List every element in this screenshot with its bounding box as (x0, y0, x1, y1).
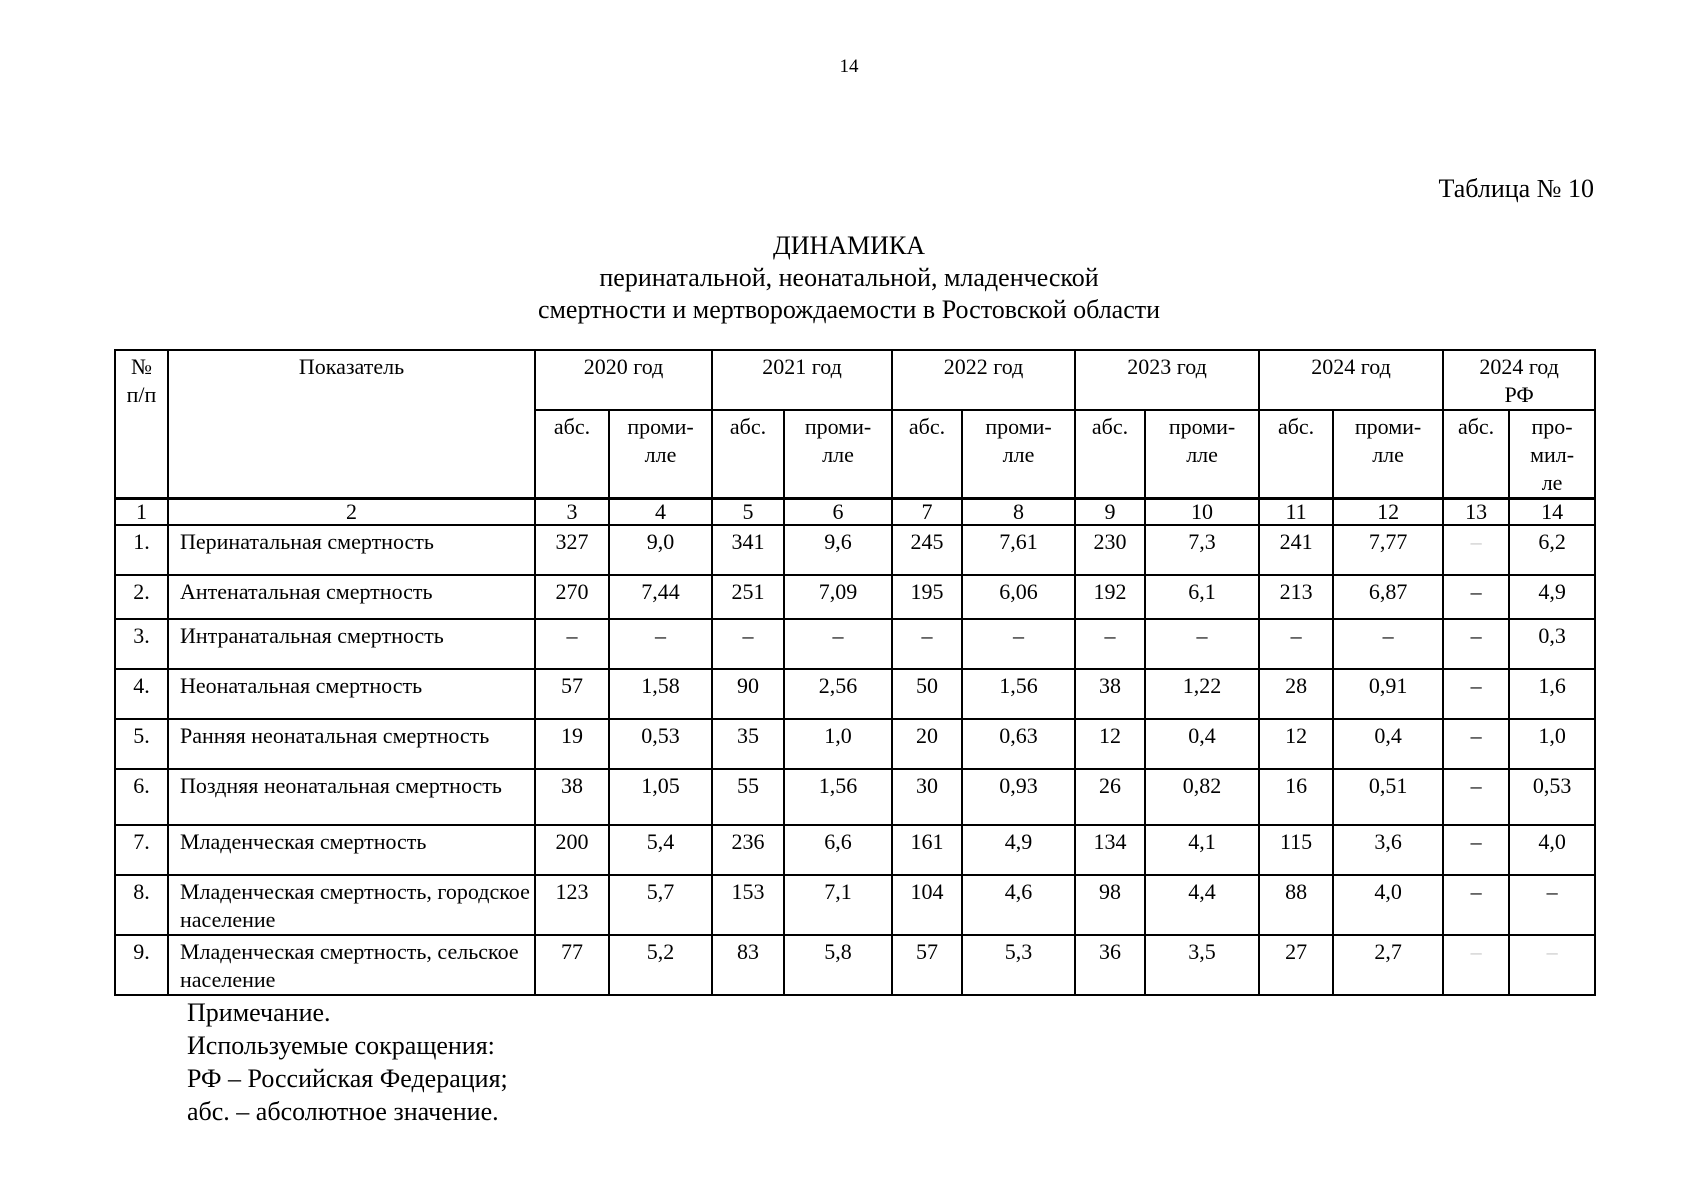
table-cell: 1,0 (784, 719, 892, 769)
table-cell: 251 (712, 575, 784, 619)
header-abs: абс. (1075, 410, 1145, 499)
column-number: 1 (115, 499, 168, 526)
table-cell: 90 (712, 669, 784, 719)
table-cell: 16 (1259, 769, 1333, 825)
table-cell: 0,63 (962, 719, 1075, 769)
table-cell: 236 (712, 825, 784, 875)
table-cell: 6,6 (784, 825, 892, 875)
table-cell: 200 (535, 825, 609, 875)
header-permille: про- мил- ле (1509, 410, 1595, 499)
header-year-2022: 2022 год (892, 350, 1075, 410)
table-cell: 5,8 (784, 935, 892, 995)
table-cell: – (1443, 875, 1509, 935)
header-indicator: Показатель (168, 350, 535, 499)
header-year-2024: 2024 год (1259, 350, 1443, 410)
header-abs: абс. (712, 410, 784, 499)
table-cell: – (1443, 525, 1509, 575)
table-cell: 30 (892, 769, 962, 825)
table-cell: – (962, 619, 1075, 669)
table-cell: 213 (1259, 575, 1333, 619)
table-cell: 5,2 (609, 935, 712, 995)
table-cell: – (1333, 619, 1443, 669)
table-cell: 7,61 (962, 525, 1075, 575)
indicator-name: Младенческая смертность (168, 825, 535, 875)
table-cell: 35 (712, 719, 784, 769)
table-cell: 4,0 (1509, 825, 1595, 875)
table-row (115, 769, 1595, 825)
table-cell: 3,6 (1333, 825, 1443, 875)
table-cell: 153 (712, 875, 784, 935)
indicator-name: Ранняя неонатальная смертность (168, 719, 535, 769)
table-cell: 134 (1075, 825, 1145, 875)
table-cell: 245 (892, 525, 962, 575)
row-number: 9. (115, 935, 168, 995)
table-cell: 5,7 (609, 875, 712, 935)
table-cell: 0,53 (609, 719, 712, 769)
column-number: 3 (535, 499, 609, 526)
note-title: Примечание. (187, 998, 331, 1027)
column-number: 14 (1509, 499, 1595, 526)
column-number: 7 (892, 499, 962, 526)
table-cell: 98 (1075, 875, 1145, 935)
table-cell: 341 (712, 525, 784, 575)
indicator-name: Младенческая смертность, городское население (168, 875, 535, 935)
table-cell: 1,22 (1145, 669, 1259, 719)
table-cell: 27 (1259, 935, 1333, 995)
table-cell: 230 (1075, 525, 1145, 575)
row-number: 1. (115, 525, 168, 575)
table-cell: 7,77 (1333, 525, 1443, 575)
table-cell: – (1443, 935, 1509, 995)
table-cell: 7,1 (784, 875, 892, 935)
table-row (115, 575, 1595, 619)
table-cell: 57 (892, 935, 962, 995)
table-cell: 9,0 (609, 525, 712, 575)
row-number: 6. (115, 769, 168, 825)
table-cell: 270 (535, 575, 609, 619)
page-number: 14 (839, 56, 859, 77)
table-cell: 2,7 (1333, 935, 1443, 995)
table-cell: 104 (892, 875, 962, 935)
table-row (115, 875, 1595, 935)
indicator-name: Перинатальная смертность (168, 525, 535, 575)
table-cell: 4,6 (962, 875, 1075, 935)
row-number: 7. (115, 825, 168, 875)
table-cell: 1,0 (1509, 719, 1595, 769)
note (187, 996, 508, 1128)
row-number: 5. (115, 719, 168, 769)
header-abs: абс. (892, 410, 962, 499)
table-cell: – (1509, 935, 1595, 995)
table-cell: – (1075, 619, 1145, 669)
table-cell: 241 (1259, 525, 1333, 575)
header-permille: проми- лле (962, 410, 1075, 499)
table-cell: 4,0 (1333, 875, 1443, 935)
table-cell: 88 (1259, 875, 1333, 935)
table-cell: 1,58 (609, 669, 712, 719)
table-cell: 4,9 (962, 825, 1075, 875)
header-permille: проми- лле (1145, 410, 1259, 499)
table-cell: 1,6 (1509, 669, 1595, 719)
table-cell: 4,4 (1145, 875, 1259, 935)
table-heading (0, 230, 1698, 326)
table-cell: 38 (1075, 669, 1145, 719)
table-cell: – (1259, 619, 1333, 669)
column-number: 10 (1145, 499, 1259, 526)
table-cell: – (784, 619, 892, 669)
table-row (115, 825, 1595, 875)
column-number: 8 (962, 499, 1075, 526)
table-cell: 6,87 (1333, 575, 1443, 619)
column-number: 12 (1333, 499, 1443, 526)
row-number: 2. (115, 575, 168, 619)
indicator-name: Интранатальная смертность (168, 619, 535, 669)
note-item: РФ – Российская Федерация; (187, 1064, 508, 1093)
table-cell: 77 (535, 935, 609, 995)
table-cell: 3,5 (1145, 935, 1259, 995)
row-number: 8. (115, 875, 168, 935)
indicator-name: Антенатальная смертность (168, 575, 535, 619)
table-cell: 26 (1075, 769, 1145, 825)
table-cell: 5,4 (609, 825, 712, 875)
table-cell: – (1443, 719, 1509, 769)
table-cell: 12 (1259, 719, 1333, 769)
header-num: № п/п (115, 350, 168, 499)
table-cell: 0,4 (1145, 719, 1259, 769)
table-row (115, 719, 1595, 769)
row-number: 3. (115, 619, 168, 669)
table-cell: 4,9 (1509, 575, 1595, 619)
table-cell: – (1443, 619, 1509, 669)
note-intro: Используемые сокращения: (187, 1031, 495, 1060)
header-permille: проми- лле (1333, 410, 1443, 499)
table-cell: – (1443, 575, 1509, 619)
table-cell: 36 (1075, 935, 1145, 995)
mortality-table (114, 349, 1596, 996)
column-number: 4 (609, 499, 712, 526)
column-number-row (115, 499, 1595, 526)
table-cell: 38 (535, 769, 609, 825)
table-row (115, 525, 1595, 575)
table-cell: 2,56 (784, 669, 892, 719)
header-year-2024-rf: 2024 год РФ (1443, 350, 1595, 410)
table-cell: 115 (1259, 825, 1333, 875)
column-number: 9 (1075, 499, 1145, 526)
column-number: 6 (784, 499, 892, 526)
table-cell: 12 (1075, 719, 1145, 769)
table-cell: 1,56 (784, 769, 892, 825)
table-cell: 50 (892, 669, 962, 719)
indicator-name: Неонатальная смертность (168, 669, 535, 719)
table-cell: 57 (535, 669, 609, 719)
table-cell: 28 (1259, 669, 1333, 719)
table-cell: 7,09 (784, 575, 892, 619)
table-cell: – (609, 619, 712, 669)
table-cell: – (712, 619, 784, 669)
table-cell: – (892, 619, 962, 669)
heading-line-3: смертности и мертворождаемости в Ростовской области (537, 295, 1161, 324)
table-cell: 0,3 (1509, 619, 1595, 669)
table-cell: 161 (892, 825, 962, 875)
table-cell: 6,1 (1145, 575, 1259, 619)
header-abs: абс. (1443, 410, 1509, 499)
table-cell: 0,93 (962, 769, 1075, 825)
table-cell: – (1145, 619, 1259, 669)
table-cell: 20 (892, 719, 962, 769)
table-cell: 0,53 (1509, 769, 1595, 825)
column-number: 5 (712, 499, 784, 526)
header-year-2021: 2021 год (712, 350, 892, 410)
header-abs: абс. (1259, 410, 1333, 499)
heading-line-1: ДИНАМИКА (772, 231, 926, 260)
table-cell: 0,4 (1333, 719, 1443, 769)
table-cell: 123 (535, 875, 609, 935)
table-cell: 6,06 (962, 575, 1075, 619)
table-cell: – (535, 619, 609, 669)
table-cell: 55 (712, 769, 784, 825)
table-cell: 1,05 (609, 769, 712, 825)
table-cell: 7,3 (1145, 525, 1259, 575)
table-row (115, 669, 1595, 719)
header-permille: проми- лле (609, 410, 712, 499)
header-abs: абс. (535, 410, 609, 499)
header-year-2020: 2020 год (535, 350, 712, 410)
table-cell: – (1509, 875, 1595, 935)
table-cell: 0,82 (1145, 769, 1259, 825)
indicator-name: Поздняя неонатальная смертность (168, 769, 535, 825)
table-cell: 5,3 (962, 935, 1075, 995)
table-cell: 9,6 (784, 525, 892, 575)
table-cell: 195 (892, 575, 962, 619)
table-cell: – (1443, 825, 1509, 875)
table-cell: 0,91 (1333, 669, 1443, 719)
heading-line-2: перинатальной, неонатальной, младенческой (599, 263, 1099, 292)
table-label: Таблица № 10 (1438, 174, 1594, 203)
table-cell: 1,56 (962, 669, 1075, 719)
table-cell: 83 (712, 935, 784, 995)
table-cell: 7,44 (609, 575, 712, 619)
row-number: 4. (115, 669, 168, 719)
header-row-years (115, 350, 1595, 410)
table-cell: 0,51 (1333, 769, 1443, 825)
table-cell: 327 (535, 525, 609, 575)
note-item: абс. – абсолютное значение. (187, 1097, 499, 1126)
column-number: 11 (1259, 499, 1333, 526)
column-number: 13 (1443, 499, 1509, 526)
table-row (115, 935, 1595, 995)
header-year-2023: 2023 год (1075, 350, 1259, 410)
table-cell: – (1443, 669, 1509, 719)
table-row (115, 619, 1595, 669)
table-cell: 4,1 (1145, 825, 1259, 875)
table-cell: – (1443, 769, 1509, 825)
column-number: 2 (168, 499, 535, 526)
indicator-name: Младенческая смертность, сельское население (168, 935, 535, 995)
table-cell: 19 (535, 719, 609, 769)
table-cell: 6,2 (1509, 525, 1595, 575)
header-permille: проми- лле (784, 410, 892, 499)
table-cell: 192 (1075, 575, 1145, 619)
